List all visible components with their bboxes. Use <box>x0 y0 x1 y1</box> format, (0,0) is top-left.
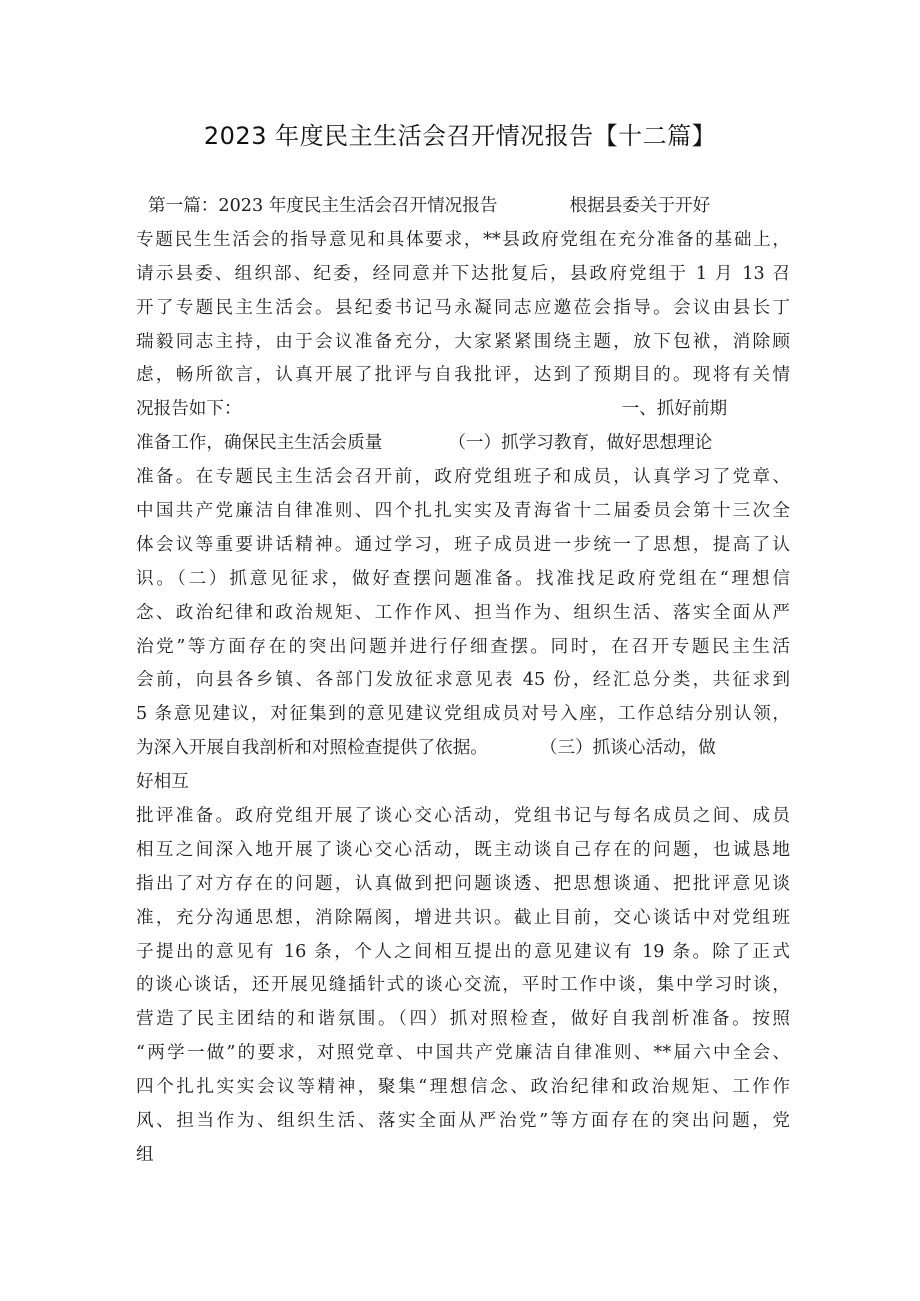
text-segment: （三）抓谈心活动，做 <box>539 738 716 759</box>
text-line <box>136 732 790 766</box>
text-line: 营造了民主团结的和谐氛围。（四）抓对照检查，做好自我剖析准备。按照 <box>136 1009 790 1030</box>
text-line: 相互之间深入地开展了谈心交心活动，既主动谈自己存在的问题，也诚恳地 <box>136 839 790 860</box>
text-line: 中国共产党廉洁自律准则、四个扎扎实实及青海省十二届委员会第十三次全 <box>136 501 790 522</box>
text-line: 风、担当作为、组织生活、落实全面从严治党”等方面存在的突出问题，党 <box>136 1111 790 1132</box>
text-line <box>136 427 790 461</box>
text-line: 的谈心谈话，还开展见缝插针式的谈心交流，平时工作中谈，集中学习时谈， <box>136 975 790 996</box>
text-segment: 为深入开展自我剖析和对照检查提供了依据。 <box>136 738 488 759</box>
text-line: 专题民生生活会的指导意见和具体要求，**县政府党组在充分准备的基础上， <box>136 229 790 250</box>
text-line: 虑，畅所欲言，认真开展了批评与自我批评，达到了预期目的。现将有关情 <box>136 365 790 386</box>
text-segment: 根据县委关于开好 <box>569 196 711 216</box>
text-line: 子提出的意见有 16 条，个人之间相互提出的意见建议有 19 条。除了正式 <box>136 941 790 962</box>
text-segment: 准备工作，确保民主生活会质量 <box>136 433 383 454</box>
text-line <box>136 190 790 224</box>
text-line: 识。（二）抓意见征求，做好查摆问题准备。找准找足政府党组在“理想信 <box>136 568 790 589</box>
text-line <box>136 393 790 427</box>
text-segment: 第一篇：2023 年度民主生活会召开情况报告 <box>148 196 498 216</box>
text-line: 开了专题民主生活会。县纪委书记马永凝同志应邀莅会指导。会议由县长丁 <box>136 297 790 318</box>
text-line: “两学一做”的要求，对照党章、中国共产党廉洁自律准则、**届六中全会、 <box>136 1043 790 1064</box>
text-line: 5 条意见建议，对征集到的意见建议党组成员对号入座，工作总结分别认领， <box>136 704 790 725</box>
text-line: 治党”等方面存在的突出问题并进行仔细查摆。同时，在召开专题民主生活 <box>136 636 790 657</box>
text-line: 四个扎扎实实会议等精神，聚集“理想信念、政治纪律和政治规矩、工作作 <box>136 1077 790 1098</box>
text-line: 念、政治纪律和政治规矩、工作作风、担当作为、组织生活、落实全面从严 <box>136 602 790 623</box>
text-segment: 一、抓好前期 <box>621 399 728 420</box>
text-line: 会前，向县各乡镇、各部门发放征求意见表 45 份，经汇总分类，共征求到 <box>136 670 790 691</box>
text-line: 瑞毅同志主持，由于会议准备充分，大家紧紧围绕主题，放下包袱，消除顾 <box>136 331 790 352</box>
text-segment: （一）抓学习教育，做好思想理论 <box>448 433 713 454</box>
text-line: 组 <box>136 1144 154 1165</box>
text-line: 准，充分沟通思想，消除隔阂，增进共识。截止目前，交心谈话中对党组班 <box>136 907 790 928</box>
text-line: 批评准备。政府党组开展了谈心交心活动，党组书记与每名成员之间、成员 <box>136 806 790 827</box>
text-line: 准备。在专题民主生活会召开前，政府党组班子和成员，认真学习了党章、 <box>136 467 790 488</box>
text-line: 请示县委、组织部、纪委，经同意并下达批复后，县政府党组于 1 月 13 召 <box>136 263 790 284</box>
document-body <box>136 190 790 1173</box>
text-line: 指出了对方存在的问题，认真做到把问题谈透、把思想谈通、把批评意见谈 <box>136 873 790 894</box>
document-title: 2023 年度民主生活会召开情况报告【十二篇】 <box>203 122 717 150</box>
text-segment: 况报告如下： <box>136 399 242 420</box>
text-line: 体会议等重要讲话精神。通过学习，班子成员进一步统一了思想，提高了认 <box>136 534 790 555</box>
text-line: 好相互 <box>136 772 189 793</box>
